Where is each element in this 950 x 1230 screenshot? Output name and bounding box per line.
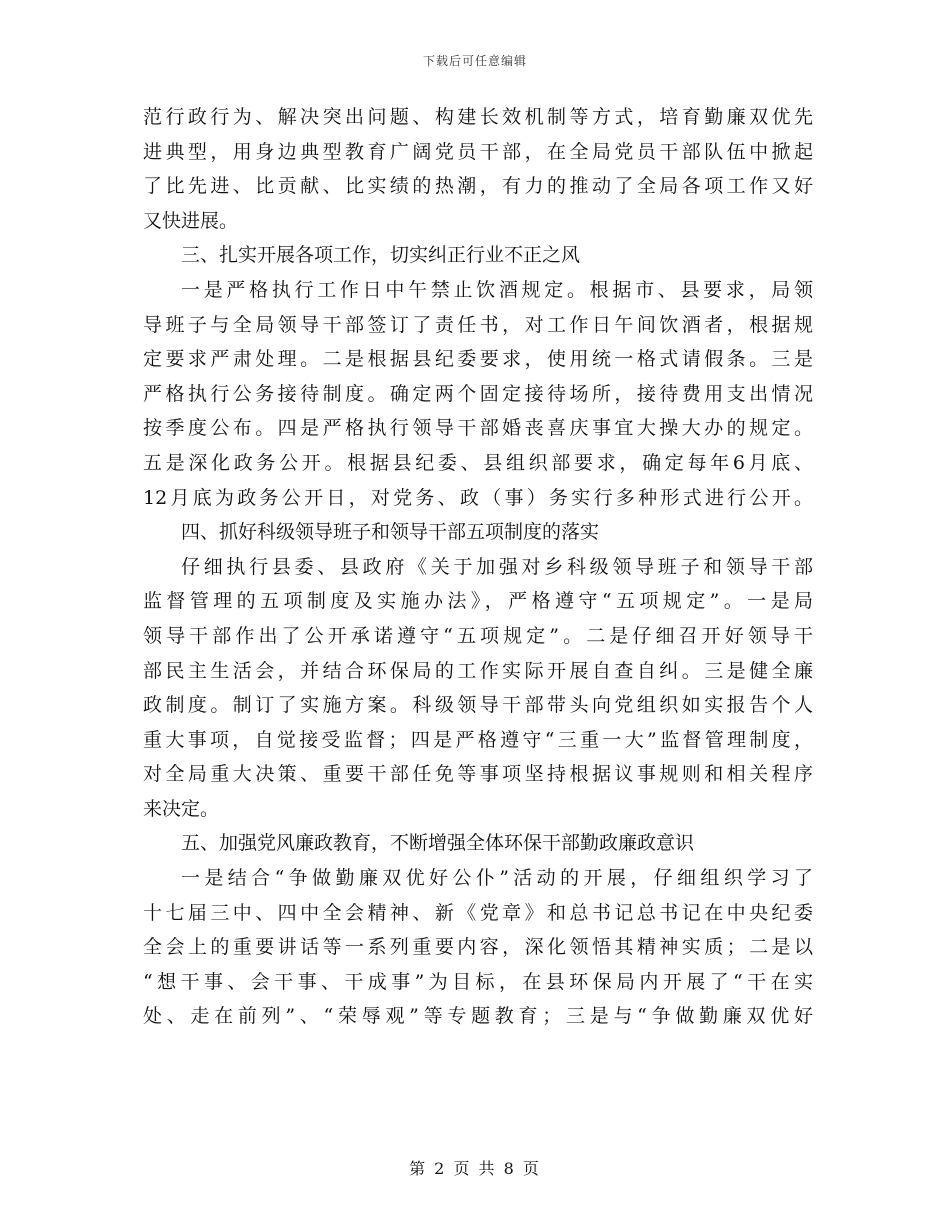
text-line: 严格执行公务接待制度。确定两个固定接待场所，接待费用支出情况 <box>143 382 813 405</box>
text-line: 对全局重大决策、重要干部任免等事项坚持根据议事规则和相关程序 <box>143 763 813 786</box>
text-line: 处、走在前列”、“荣辱观”等专题教育；三是与“争做勤廉双优好 <box>143 1005 813 1028</box>
page-number: 第 2 页 共 8 页 <box>409 1159 541 1178</box>
section-heading: 四、抓好科级领导班子和领导干部五项制度的落实 <box>181 521 600 544</box>
section-heading: 三、扎实开展各项工作，切实纠正行业不正之风 <box>181 244 581 267</box>
text-line: 又快进展。 <box>143 209 239 232</box>
document-body <box>143 100 813 1034</box>
text-line: 了比先进、比贡献、比实绩的热潮，有力的推动了全局各项工作又好 <box>143 175 813 198</box>
text-line: 仔细执行县委、县政府《关于加强对乡科级领导班子和领导干部 <box>181 555 813 578</box>
text-line: 按季度公布。四是严格执行领导干部婚丧喜庆事宜大操大办的规定。 <box>143 417 813 440</box>
text-line: 全会上的重要讲话等一系列重要内容，深化领悟其精神实质；二是以 <box>143 936 813 959</box>
text-line: 部民主生活会，并结合环保局的工作实际开展自查自纠。三是健全廉 <box>143 659 813 682</box>
text-line: 12月底为政务公开日，对党务、政（事）务实行多种形式进行公开。 <box>143 486 813 509</box>
text-line: 五是深化政务公开。根据县纪委、县组织部要求，确定每年6月底、 <box>143 451 813 474</box>
text-line: 导班子与全局领导干部签订了责任书，对工作日午间饮酒者，根据规 <box>143 313 813 336</box>
text-line: 政制度。制订了实施方案。科级领导干部带头向党组织如实报告个人 <box>143 694 813 717</box>
text-line: 领导干部作出了公开承诺遵守“五项规定”。二是仔细召开好领导干 <box>143 624 813 647</box>
text-line: 十七届三中、四中全会精神、新《党章》和总书记总书记在中央纪委 <box>143 901 813 924</box>
text-line: 范行政行为、解决突出问题、构建长效机制等方式，培育勤廉双优先 <box>143 106 813 128</box>
text-line: 监督管理的五项制度及实施办法》，严格遵守“五项规定”。一是局 <box>143 590 813 613</box>
text-line: 进典型，用身边典型教育广阔党员干部，在全局党员干部队伍中掀起 <box>143 140 813 163</box>
text-line: 一是结合“争做勤廉双优好公仆”活动的开展，仔细组织学习了 <box>181 867 813 890</box>
text-line: 定要求严肃处理。二是根据县纪委要求，使用统一格式请假条。三是 <box>143 348 813 371</box>
text-line: 重大事项，自觉接受监督；四是严格遵守“三重一大”监督管理制度， <box>143 728 813 751</box>
text-line: “想干事、会干事、干成事”为目标，在县环保局内开展了“干在实 <box>143 970 813 993</box>
page-header-note: 下载后可任意编辑 <box>422 54 527 68</box>
section-heading: 五、加强党风廉政教育，不断增强全体环保干部勤政廉政意识 <box>181 832 695 855</box>
text-line: 一是严格执行工作日中午禁止饮酒规定。根据市、县要求，局领 <box>181 278 813 301</box>
text-line: 来决定。 <box>143 797 220 820</box>
